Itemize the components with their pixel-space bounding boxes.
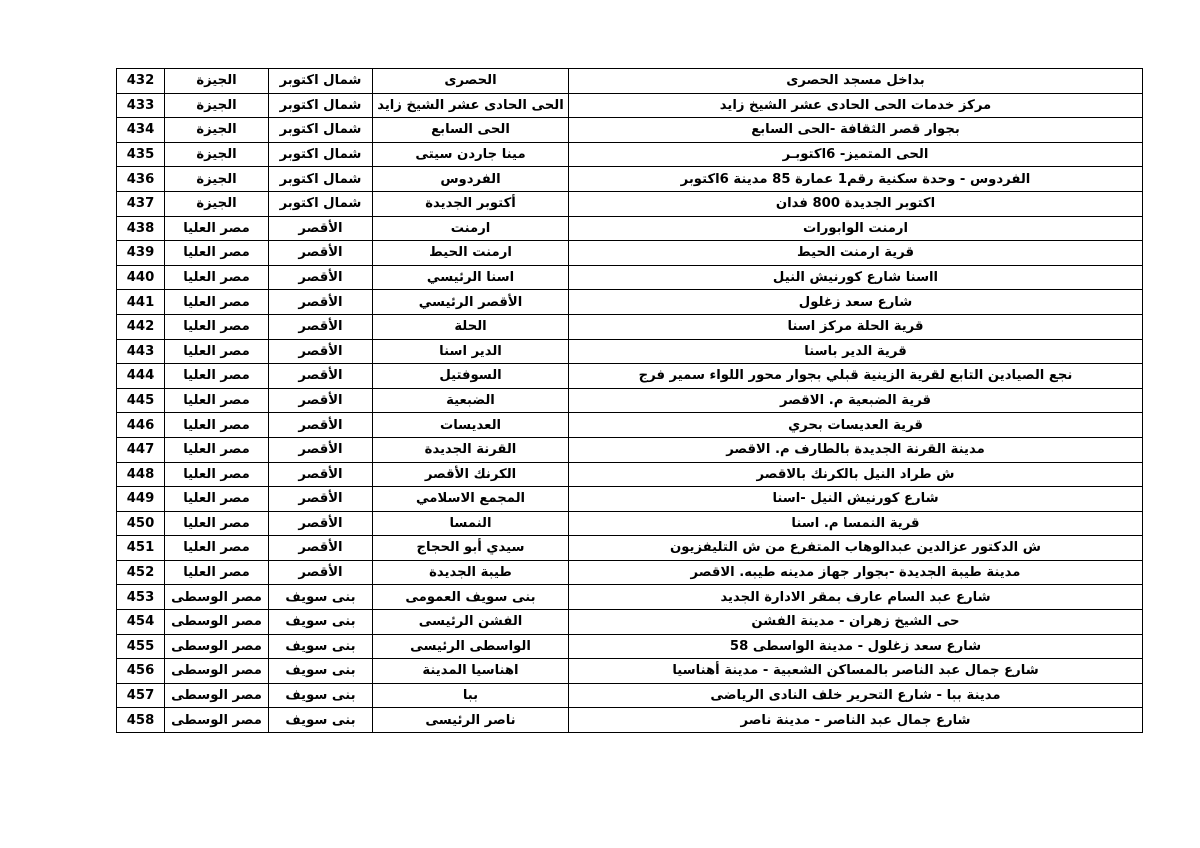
cell-city: الأقصر [269,290,373,315]
cell-governorate: مصر الوسطى [165,585,269,610]
cell-city: بنى سويف [269,634,373,659]
table-row [117,683,1143,708]
cell-city: بنى سويف [269,708,373,733]
cell-index: 447 [117,437,165,462]
table-row [117,659,1143,684]
cell-area: الأقصر الرئيسي [373,290,569,315]
cell-address: شارع كورنيش النيل -اسنا [569,487,1143,512]
cell-index: 452 [117,560,165,585]
cell-governorate: الجيزة [165,118,269,143]
cell-address: بداخل مسجد الحصرى [569,69,1143,94]
cell-index: 445 [117,388,165,413]
table-row [117,413,1143,438]
cell-governorate: مصر العليا [165,364,269,389]
table-body [117,69,1143,733]
cell-city: الأقصر [269,265,373,290]
table-row [117,118,1143,143]
cell-area: العديسات [373,413,569,438]
cell-index: 448 [117,462,165,487]
cell-city: الأقصر [269,511,373,536]
cell-area: أكتوبر الجديدة [373,191,569,216]
cell-city: الأقصر [269,241,373,266]
table-row [117,388,1143,413]
cell-address: قرية الحلة مركز اسنا [569,314,1143,339]
table-row [117,265,1143,290]
table-row [117,437,1143,462]
cell-index: 437 [117,191,165,216]
table-row [117,167,1143,192]
cell-address: شارع عبد السام عارف بمقر الادارة الجديد [569,585,1143,610]
cell-index: 456 [117,659,165,684]
cell-index: 455 [117,634,165,659]
table-row [117,191,1143,216]
cell-city: الأقصر [269,339,373,364]
cell-city: شمال اكتوبر [269,167,373,192]
cell-area: سيدي أبو الحجاج [373,536,569,561]
cell-area: الحى السابع [373,118,569,143]
cell-city: شمال اكتوبر [269,142,373,167]
cell-governorate: مصر العليا [165,560,269,585]
cell-index: 434 [117,118,165,143]
table-row [117,69,1143,94]
cell-address: شارع سعد زغلول - مدينة الواسطى 58 [569,634,1143,659]
cell-index: 436 [117,167,165,192]
cell-index: 453 [117,585,165,610]
cell-index: 454 [117,610,165,635]
cell-governorate: مصر العليا [165,339,269,364]
cell-governorate: مصر العليا [165,462,269,487]
cell-area: اهناسيا المدينة [373,659,569,684]
cell-area: ارمنت الحيط [373,241,569,266]
cell-governorate: مصر العليا [165,216,269,241]
cell-area: طيبة الجديدة [373,560,569,585]
cell-city: الأقصر [269,462,373,487]
cell-area: الحى الحادى عشر الشيخ زايد [373,93,569,118]
cell-address: ااسنا شارع كورنيش النيل [569,265,1143,290]
cell-governorate: مصر العليا [165,413,269,438]
cell-area: الحصرى [373,69,569,94]
cell-governorate: مصر العليا [165,314,269,339]
cell-governorate: الجيزة [165,191,269,216]
cell-address: مدينة القرنة الجديدة بالطارف م. الاقصر [569,437,1143,462]
cell-index: 440 [117,265,165,290]
cell-index: 449 [117,487,165,512]
table-row [117,339,1143,364]
cell-governorate: مصر العليا [165,388,269,413]
cell-governorate: مصر الوسطى [165,659,269,684]
cell-city: الأقصر [269,216,373,241]
table-row [117,536,1143,561]
cell-area: مينا جاردن سيتى [373,142,569,167]
cell-governorate: مصر العليا [165,511,269,536]
cell-address: قرية الضبعية م. الاقصر [569,388,1143,413]
cell-index: 450 [117,511,165,536]
cell-index: 446 [117,413,165,438]
cell-address: بجوار قصر الثقافة -الحى السابع [569,118,1143,143]
table-row [117,241,1143,266]
cell-index: 443 [117,339,165,364]
cell-address: شارع جمال عبد الناصر - مدينة ناصر [569,708,1143,733]
cell-address: ش طراد النيل بالكرنك بالاقصر [569,462,1143,487]
table-row [117,585,1143,610]
cell-city: بنى سويف [269,610,373,635]
cell-governorate: مصر الوسطى [165,634,269,659]
cell-address: شارع سعد زغلول [569,290,1143,315]
cell-city: شمال اكتوبر [269,118,373,143]
cell-index: 432 [117,69,165,94]
cell-city: بنى سويف [269,659,373,684]
cell-governorate: مصر العليا [165,536,269,561]
cell-index: 441 [117,290,165,315]
table-row [117,511,1143,536]
cell-city: بنى سويف [269,683,373,708]
cell-city: شمال اكتوبر [269,191,373,216]
cell-governorate: الجيزة [165,142,269,167]
cell-governorate: الجيزة [165,69,269,94]
cell-area: الدير اسنا [373,339,569,364]
branches-table [116,68,1143,733]
cell-address: قرية الدير باسنا [569,339,1143,364]
cell-city: بنى سويف [269,585,373,610]
cell-index: 451 [117,536,165,561]
cell-area: الكرنك الأقصر [373,462,569,487]
cell-address: مركز خدمات الحى الحادى عشر الشيخ زايد [569,93,1143,118]
cell-city: الأقصر [269,560,373,585]
cell-city: الأقصر [269,364,373,389]
cell-city: شمال اكتوبر [269,69,373,94]
cell-governorate: مصر العليا [165,487,269,512]
table-row [117,634,1143,659]
cell-area: ارمنت [373,216,569,241]
cell-index: 442 [117,314,165,339]
branches-table-container [117,68,1143,733]
cell-address: قرية ارمنت الحيط [569,241,1143,266]
cell-index: 439 [117,241,165,266]
cell-area: ناصر الرئيسى [373,708,569,733]
cell-governorate: مصر العليا [165,265,269,290]
cell-address: قرية النمسا م. اسنا [569,511,1143,536]
cell-address: شارع جمال عبد الناصر بالمساكن الشعبية - مدينة أهناسيا [569,659,1143,684]
cell-area: السوفتيل [373,364,569,389]
table-row [117,93,1143,118]
cell-index: 435 [117,142,165,167]
cell-city: الأقصر [269,536,373,561]
cell-governorate: الجيزة [165,167,269,192]
cell-area: الضبعية [373,388,569,413]
table-row [117,290,1143,315]
cell-area: المجمع الاسلامي [373,487,569,512]
cell-governorate: مصر الوسطى [165,708,269,733]
cell-city: الأقصر [269,437,373,462]
cell-area: الفشن الرئيسى [373,610,569,635]
table-row [117,610,1143,635]
cell-address: اكتوبر الجديدة 800 فدان [569,191,1143,216]
cell-address: مدينة ببا - شارع التحرير خلف النادى الرياضى [569,683,1143,708]
cell-index: 457 [117,683,165,708]
table-row [117,142,1143,167]
cell-governorate: مصر العليا [165,437,269,462]
cell-city: شمال اكتوبر [269,93,373,118]
cell-governorate: مصر العليا [165,241,269,266]
cell-area: الفردوس [373,167,569,192]
cell-address: ش الدكتور عزالدين عبدالوهاب المتفرع من ش التليفزيون [569,536,1143,561]
cell-area: القرنة الجديدة [373,437,569,462]
cell-area: النمسا [373,511,569,536]
cell-address: الحى المتميز- 6اكتوبـر [569,142,1143,167]
cell-index: 433 [117,93,165,118]
cell-address: حى الشيخ زهران - مدينة الفشن [569,610,1143,635]
cell-governorate: مصر العليا [165,290,269,315]
cell-governorate: مصر الوسطى [165,610,269,635]
cell-governorate: مصر الوسطى [165,683,269,708]
cell-area: الحلة [373,314,569,339]
cell-city: الأقصر [269,487,373,512]
cell-index: 438 [117,216,165,241]
table-row [117,560,1143,585]
cell-area: اسنا الرئيسي [373,265,569,290]
cell-address: نجع الصيادين التابع لقرية الزينية قبلي بجوار محور اللواء سمير فرج [569,364,1143,389]
cell-index: 458 [117,708,165,733]
cell-area: ببا [373,683,569,708]
table-row [117,314,1143,339]
cell-city: الأقصر [269,413,373,438]
cell-area: الواسطى الرئيسى [373,634,569,659]
cell-area: بنى سويف العمومى [373,585,569,610]
table-row [117,364,1143,389]
table-row [117,708,1143,733]
cell-city: الأقصر [269,314,373,339]
cell-city: الأقصر [269,388,373,413]
cell-address: الفردوس - وحدة سكنية رقم1 عمارة 85 مدينة 6اكتوبر [569,167,1143,192]
cell-address: مدينة طيبة الجديدة -بجوار جهاز مدينه طيبه. الاقصر [569,560,1143,585]
cell-index: 444 [117,364,165,389]
cell-address: ارمنت الوابورات [569,216,1143,241]
table-row [117,487,1143,512]
table-row [117,462,1143,487]
cell-address: قرية العديسات بحري [569,413,1143,438]
table-row [117,216,1143,241]
cell-governorate: الجيزة [165,93,269,118]
